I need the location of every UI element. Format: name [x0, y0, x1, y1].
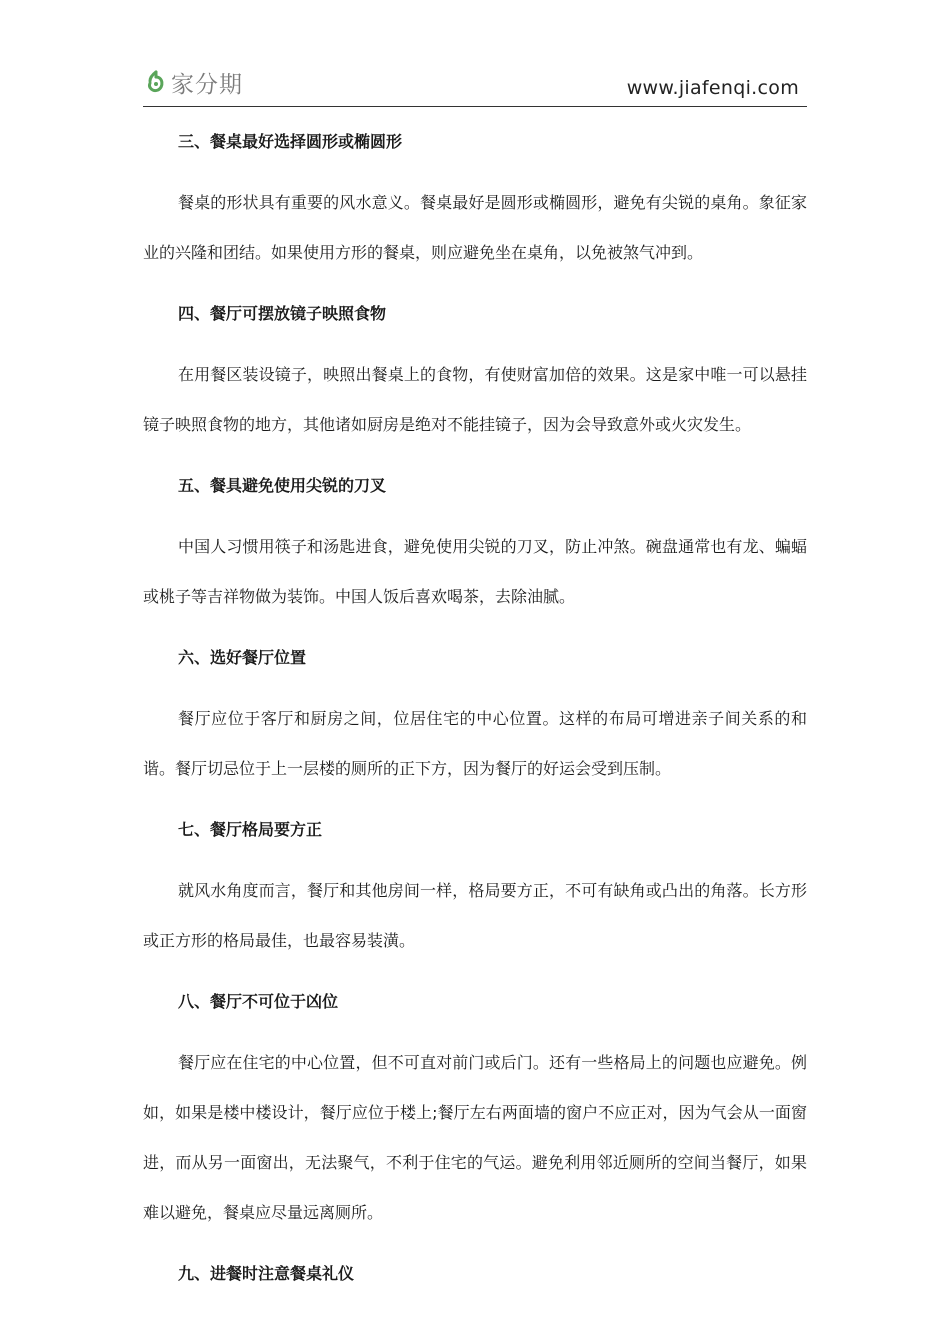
site-url[interactable]: www.jiafenqi.com [626, 77, 799, 99]
section-heading: 六、选好餐厅位置 [178, 648, 307, 667]
section-heading: 四、餐厅可摆放镜子映照食物 [178, 304, 387, 323]
section-paragraph: 中国人习惯用筷子和汤匙进食，避免使用尖锐的刀叉，防止冲煞。碗盘通常也有龙、蝙蝠或桃子等吉祥物做为装饰。中国人饭后喜欢喝茶，去除油腻。 [143, 537, 807, 606]
section-paragraph: 就风水角度而言，餐厅和其他房间一样，格局要方正，不可有缺角或凸出的角落。长方形或正方形的格局最佳，也最容易装潢。 [143, 881, 807, 950]
logo-text: 家分期 [171, 72, 243, 98]
section-paragraph: 在用餐区装设镜子，映照出餐桌上的食物，有使财富加倍的效果。这是家中唯一可以悬挂镜子映照食物的地方，其他诸如厨房是绝对不能挂镜子，因为会导致意外或火灾发生。 [143, 365, 807, 434]
section-heading: 八、餐厅不可位于凶位 [178, 992, 339, 1011]
section-heading: 三、餐桌最好选择圆形或椭圆形 [178, 132, 403, 151]
article-body [143, 117, 807, 1299]
site-logo [143, 66, 243, 99]
section-heading: 七、餐厅格局要方正 [178, 820, 323, 839]
section-paragraph: 餐桌的形状具有重要的风水意义。餐桌最好是圆形或椭圆形，避免有尖锐的桌角。象征家业的兴隆和团结。如果使用方形的餐桌，则应避免坐在桌角，以免被煞气冲到。 [143, 193, 807, 262]
section-paragraph: 餐厅应在住宅的中心位置，但不可直对前门或后门。还有一些格局上的问题也应避免。例如，如果是楼中楼设计，餐厅应位于楼上;餐厅左右两面墙的窗户不应正对，因为气会从一面窗进，而从另一面窗出，无法聚气，不利于住宅的气运。避免利用邻近厕所的空间当餐厅，如果难以避免，餐桌应尽量远离厕所。 [143, 1053, 807, 1222]
page-header [143, 60, 807, 107]
section-heading: 九、进餐时注意餐桌礼仪 [178, 1264, 355, 1283]
house-leaf-icon [143, 69, 169, 97]
section-paragraph: 餐厅应位于客厅和厨房之间，位居住宅的中心位置。这样的布局可增进亲子间关系的和谐。餐厅切忌位于上一层楼的厕所的正下方，因为餐厅的好运会受到压制。 [143, 709, 807, 778]
section-heading: 五、餐具避免使用尖锐的刀叉 [178, 476, 387, 495]
